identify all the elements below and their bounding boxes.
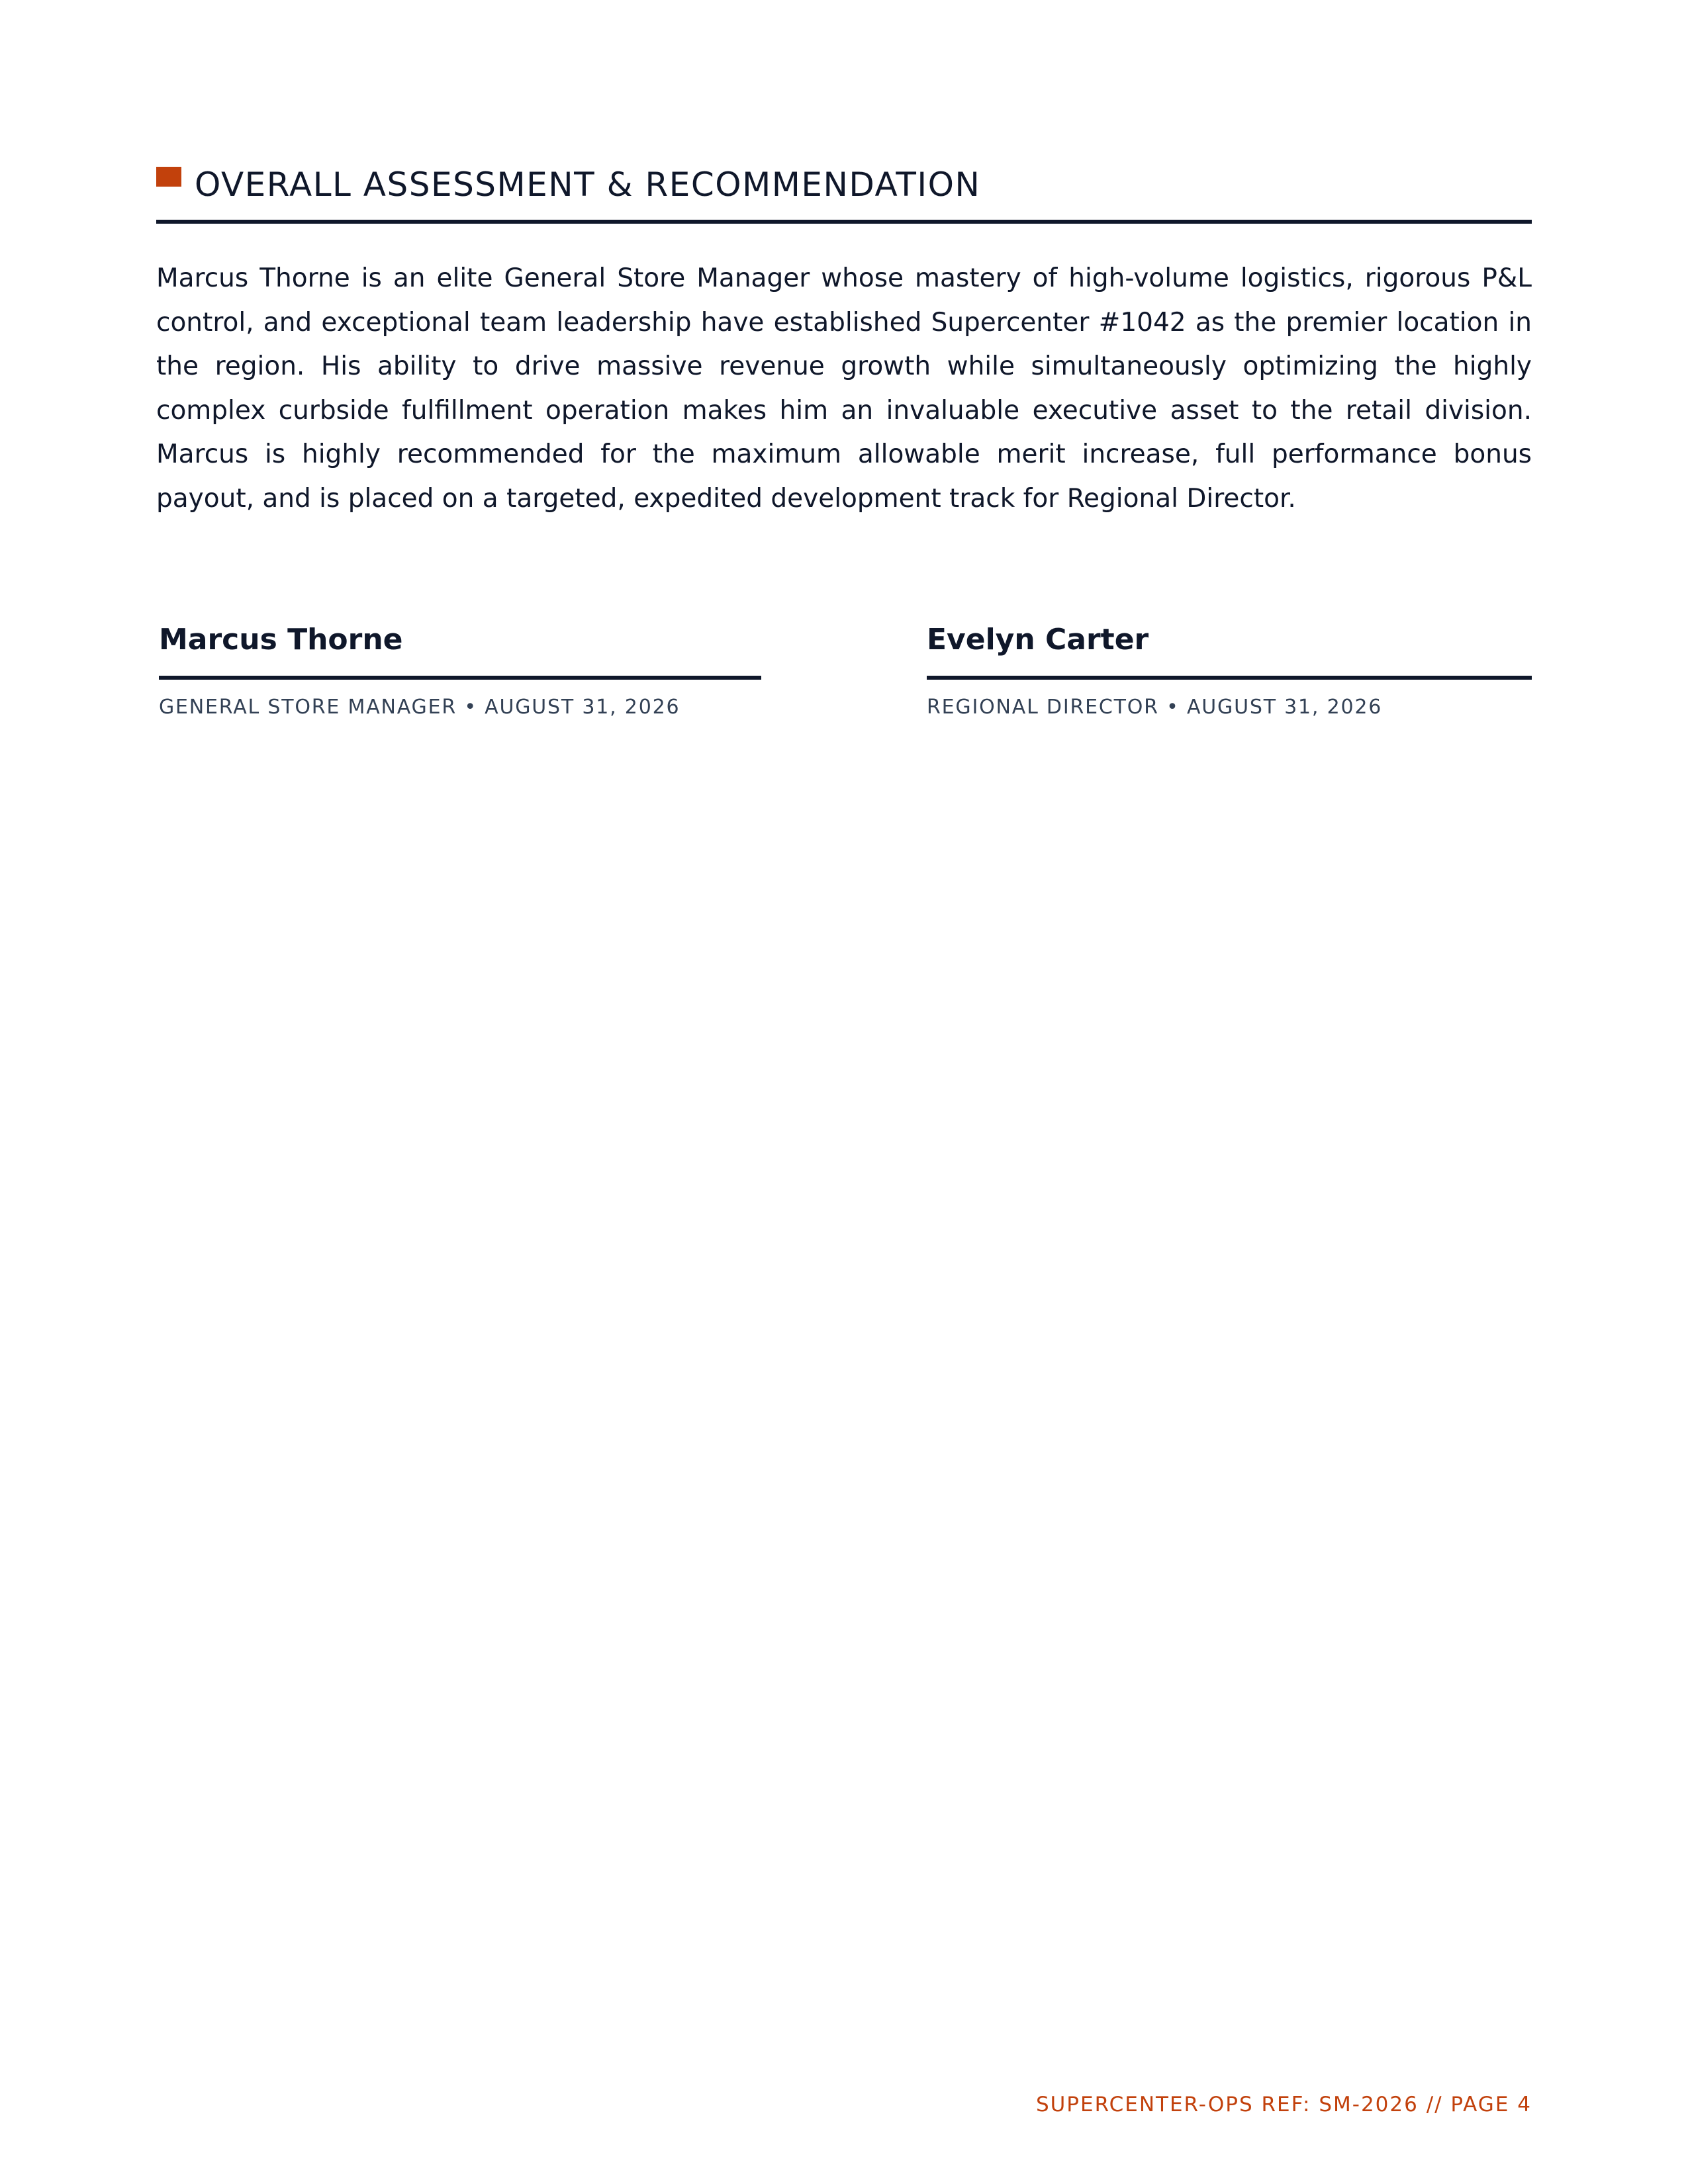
- section-marker-icon: [156, 167, 181, 187]
- signature-name: Marcus Thorne: [159, 619, 761, 680]
- page-footer: SUPERCENTER-OPS REF: SM-2026 // PAGE 4: [1035, 2093, 1532, 2116]
- signature-caption: REGIONAL DIRECTOR • AUGUST 31, 2026: [927, 696, 1383, 719]
- section-title: OVERALL ASSESSMENT & RECOMMENDATION: [195, 165, 981, 204]
- signature-block-director: [927, 619, 1532, 722]
- signature-block-employee: [159, 619, 761, 722]
- assessment-paragraph: Marcus Thorne is an elite General Store Manager whose mastery of high-volume logistics, rigorous P&L control, and exceptional team leadership have established Supercenter #1042 as the premier location in the region. His ability to drive massive revenue growth while simultaneously optimizing the highly complex curbside fulfillment operation makes him an invaluable executive asset to the retail division. Marcus is highly recommended for the maximum allowable merit increase, full performance bonus payout, and is placed on a targeted, expedited development track for Regional Director.: [156, 263, 1532, 514]
- assessment-section: [156, 164, 1532, 521]
- section-header: [156, 164, 1532, 224]
- signature-caption: GENERAL STORE MANAGER • AUGUST 31, 2026: [159, 696, 680, 719]
- signature-name: Evelyn Carter: [927, 619, 1532, 680]
